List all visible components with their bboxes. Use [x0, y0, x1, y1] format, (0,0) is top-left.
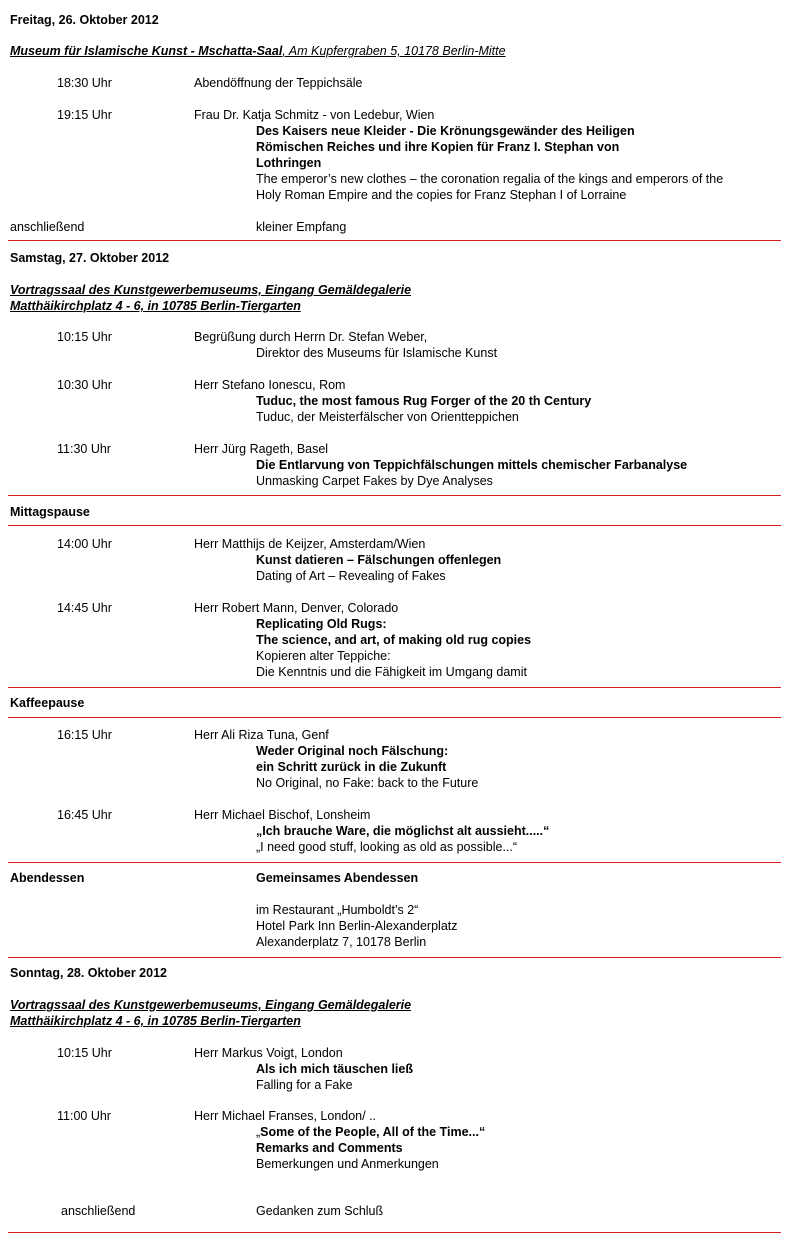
sunday-venue-line: Vortragssaal des Kunstgewerbemuseums, Eingang Gemäldegalerie — [10, 998, 412, 1012]
sun-1-subtitle: Falling for a Fake — [256, 1078, 353, 1092]
sun-2-title-first — [256, 1124, 485, 1140]
sat-6-title-line: ein Schritt zurück in die Zukunft — [256, 760, 447, 774]
sun-closing-text: Gedanken zum Schluß — [256, 1204, 384, 1218]
sunday-date: Sonntag, 28. Oktober 2012 — [10, 966, 167, 980]
sat-4-subtitle: Dating of Art – Revealing of Fakes — [256, 569, 446, 583]
fri-2-title-line: Römischen Reiches und ihre Kopien für Franz I. Stephan von — [256, 140, 620, 154]
time-sun-1: 10:15 Uhr — [57, 1046, 112, 1060]
time-fri-1: 18:30 Uhr — [57, 76, 112, 90]
sat-6-title-line: Weder Original noch Fälschung: — [256, 744, 449, 758]
saturday-venue-line: Matthäikirchplatz 4 - 6, in 10785 Berlin-Tiergarten — [10, 299, 301, 313]
time-sat-1: 10:15 Uhr — [57, 330, 112, 344]
sun-2-subtitle: Bemerkungen und Anmerkungen — [256, 1157, 439, 1171]
sun-2-title: Remarks and Comments — [256, 1141, 403, 1155]
sat-7-subtitle: „I need good stuff, looking as old as possible...“ — [256, 840, 518, 854]
fri-2-speaker: Frau Dr. Katja Schmitz - von Ledebur, Wien — [194, 108, 435, 122]
fri-closing-text: kleiner Empfang — [256, 220, 347, 234]
lunch-break: Mittagspause — [10, 505, 90, 519]
sun-closing-label: anschließend — [61, 1204, 136, 1218]
sat-2-subtitle: Tuduc, der Meisterfälscher von Orientteppichen — [256, 410, 519, 424]
section-divider — [8, 525, 781, 526]
sat-3-speaker: Herr Jürg Rageth, Basel — [194, 442, 329, 456]
fri-2-title-line: Des Kaisers neue Kleider - Die Krönungsgewänder des Heiligen — [256, 124, 635, 138]
sun-2-title-main: Some of the People, All of the Time...“ — [260, 1125, 486, 1139]
sunday-venue-line: Matthäikirchplatz 4 - 6, in 10785 Berlin-Tiergarten — [10, 1014, 301, 1028]
fri-closing-label: anschließend — [10, 220, 85, 234]
sat-5-speaker: Herr Robert Mann, Denver, Colorado — [194, 601, 399, 615]
friday-date: Freitag, 26. Oktober 2012 — [10, 13, 159, 27]
friday-venue — [10, 43, 506, 59]
sun-1-speaker: Herr Markus Voigt, London — [194, 1046, 343, 1060]
sat-2-title: Tuduc, the most famous Rug Forger of the 20 th Century — [256, 394, 592, 408]
sat-5-title-line: The science, and art, of making old rug copies — [256, 633, 532, 647]
time-fri-2: 19:15 Uhr — [57, 108, 112, 122]
section-divider — [8, 495, 781, 496]
sat-5-title-line: Replicating Old Rugs: — [256, 617, 387, 631]
sun-1-title: Als ich mich täuschen ließ — [256, 1062, 413, 1076]
friday-venue-name: Museum für Islamische Kunst - Mschatta-Saal — [10, 44, 283, 58]
dinner-place-line: im Restaurant „Humboldt’s 2“ — [256, 903, 419, 917]
sat-3-subtitle: Unmasking Carpet Fakes by Dye Analyses — [256, 474, 493, 488]
coffee-break: Kaffeepause — [10, 696, 85, 710]
time-sat-7: 16:45 Uhr — [57, 808, 112, 822]
section-divider — [8, 687, 781, 688]
section-divider — [8, 862, 781, 863]
sat-4-title: Kunst datieren – Fälschungen offenlegen — [256, 553, 502, 567]
sat-6-subtitle: No Original, no Fake: back to the Future — [256, 776, 479, 790]
sat-5-subtitle-line: Die Kenntnis und die Fähigkeit im Umgang damit — [256, 665, 527, 679]
fri-2-subtitle-line: Holy Roman Empire and the copies for Franz Stephan I of Lorraine — [256, 188, 627, 202]
dinner-label: Abendessen — [10, 871, 85, 885]
sat-7-title: „Ich brauche Ware, die möglichst alt aussieht.....“ — [256, 824, 550, 838]
section-divider — [8, 717, 781, 718]
saturday-date: Samstag, 27. Oktober 2012 — [10, 251, 170, 265]
dinner-place-line: Hotel Park Inn Berlin-Alexanderplatz — [256, 919, 458, 933]
sat-6-speaker: Herr Ali Riza Tuna, Genf — [194, 728, 329, 742]
time-sat-4: 14:00 Uhr — [57, 537, 112, 551]
time-sat-6: 16:15 Uhr — [57, 728, 112, 742]
sat-7-speaker: Herr Michael Bischof, Lonsheim — [194, 808, 371, 822]
sat-1-speaker: Begrüßung durch Herrn Dr. Stefan Weber, — [194, 330, 428, 344]
sat-2-speaker: Herr Stefano Ionescu, Rom — [194, 378, 346, 392]
section-divider — [8, 240, 781, 241]
section-divider — [8, 1232, 781, 1233]
time-sun-2: 11:00 Uhr — [57, 1109, 111, 1123]
fri-2-subtitle-line: The emperor’s new clothes – the coronation regalia of the kings and emperors of the — [256, 172, 724, 186]
time-sat-5: 14:45 Uhr — [57, 601, 112, 615]
sat-5-subtitle-line: Kopieren alter Teppiche: — [256, 649, 391, 663]
time-sat-3: 11:30 Uhr — [57, 442, 111, 456]
friday-venue-address: , Am Kupfergraben 5, 10178 Berlin-Mitte — [282, 44, 506, 58]
sat-3-title: Die Entlarvung von Teppichfälschungen mittels chemischer Farbanalyse — [256, 458, 688, 472]
fri-2-title-line: Lothringen — [256, 156, 322, 170]
fri-1-text: Abendöffnung der Teppichsäle — [194, 76, 363, 90]
sun-2-title-prefix: „ — [256, 1125, 261, 1139]
section-divider — [8, 957, 781, 958]
saturday-venue-line: Vortragssaal des Kunstgewerbemuseums, Eingang Gemäldegalerie — [10, 283, 412, 297]
time-sat-2: 10:30 Uhr — [57, 378, 112, 392]
dinner-place-line: Alexanderplatz 7, 10178 Berlin — [256, 935, 427, 949]
sat-4-speaker: Herr Matthijs de Keijzer, Amsterdam/Wien — [194, 537, 426, 551]
sun-2-speaker: Herr Michael Franses, London/ .. — [194, 1109, 377, 1123]
sat-1-subtitle: Direktor des Museums für Islamische Kunst — [256, 346, 498, 360]
dinner-title: Gemeinsames Abendessen — [256, 871, 419, 885]
